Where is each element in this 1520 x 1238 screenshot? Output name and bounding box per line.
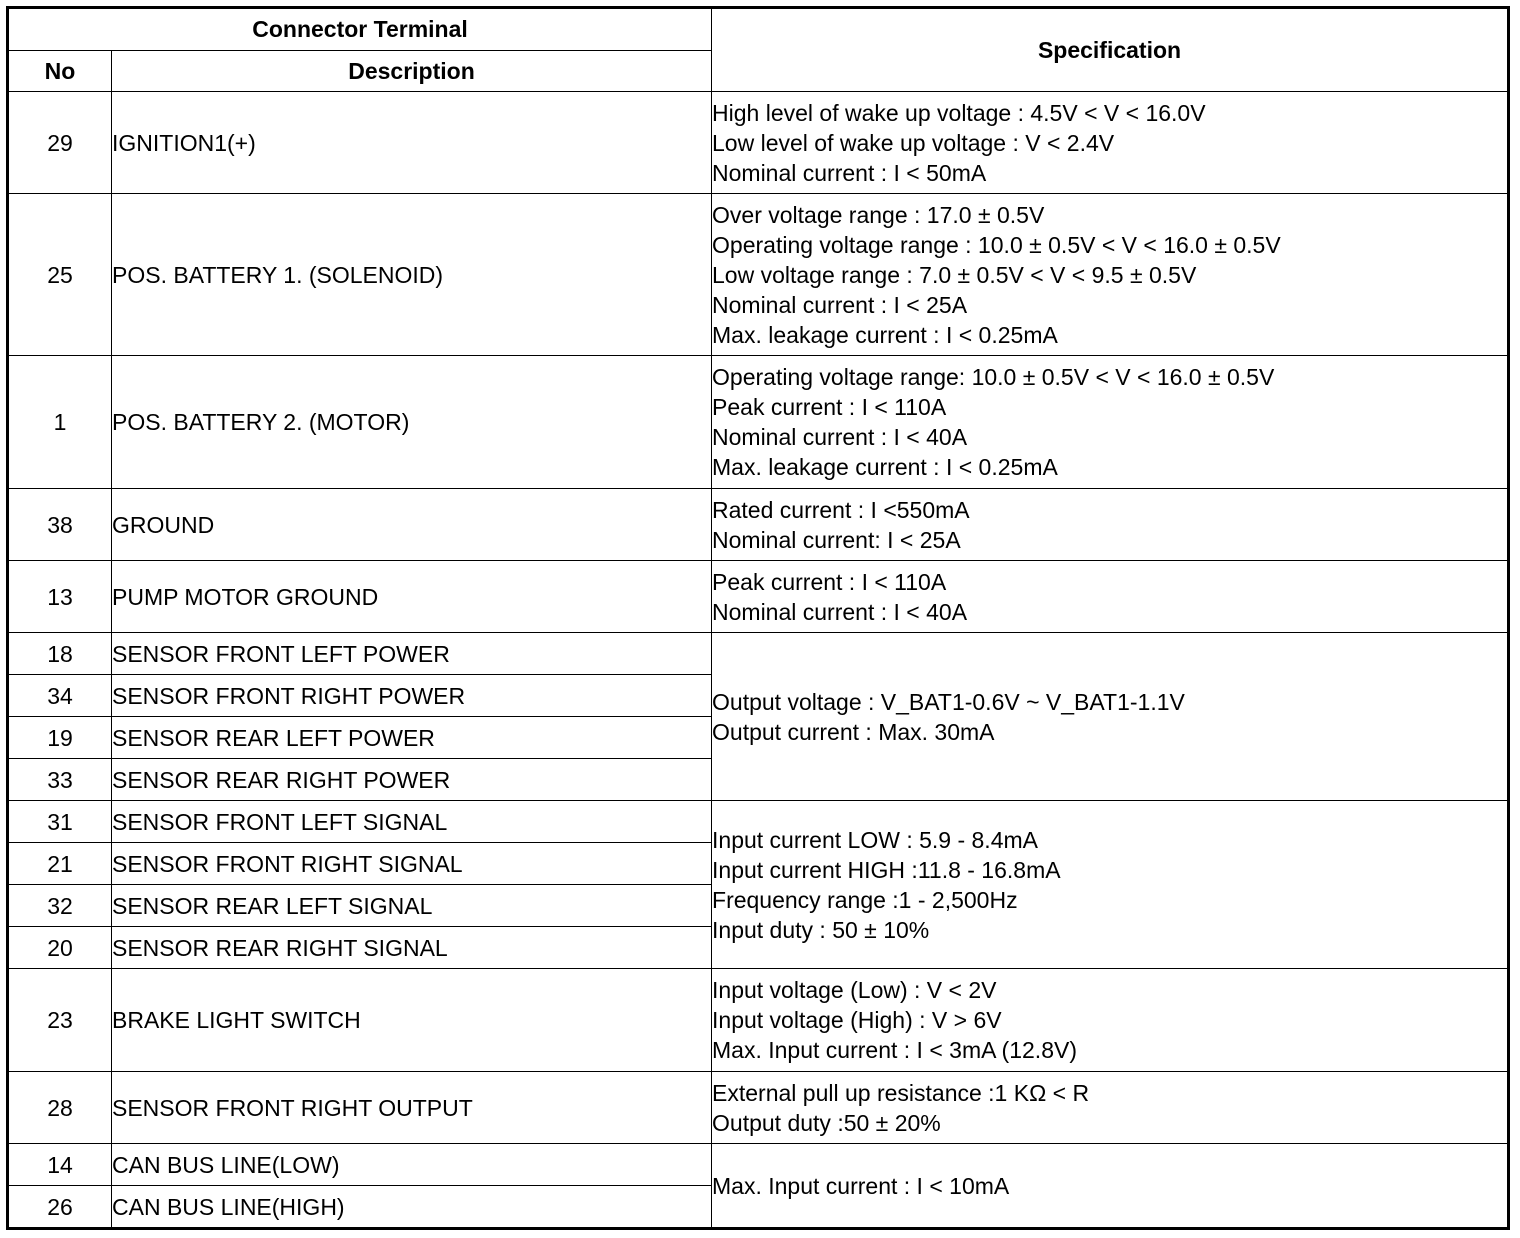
terminal-description: SENSOR FRONT LEFT POWER bbox=[112, 633, 712, 675]
spec-line: Input current LOW : 5.9 - 8.4mA bbox=[712, 826, 1038, 853]
terminal-no: 32 bbox=[8, 885, 112, 927]
table-row bbox=[8, 92, 1509, 194]
terminal-description: POS. BATTERY 1. (SOLENOID) bbox=[112, 194, 712, 356]
spec-line: Output current : Max. 30mA bbox=[712, 718, 995, 745]
spec-line: Max. Input current : I < 3mA (12.8V) bbox=[712, 1037, 1077, 1063]
terminal-description: CAN BUS LINE(HIGH) bbox=[112, 1186, 712, 1229]
spec-line: Input duty : 50 ± 10% bbox=[712, 916, 930, 943]
spec-line: Low level of wake up voltage : V < 2.4V bbox=[712, 129, 1115, 156]
spec-line: Over voltage range : 17.0 ± 0.5V bbox=[712, 201, 1045, 228]
table-row bbox=[8, 561, 1509, 633]
terminal-description: POS. BATTERY 2. (MOTOR) bbox=[112, 356, 712, 489]
spec-line: External pull up resistance :1 KΩ < R bbox=[712, 1079, 1090, 1106]
spec-line: Input voltage (High) : V > 6V bbox=[712, 1007, 1002, 1033]
spec-line: Frequency range :1 - 2,500Hz bbox=[712, 886, 1018, 913]
terminal-no: 38 bbox=[8, 489, 112, 561]
terminal-description: CAN BUS LINE(LOW) bbox=[112, 1144, 712, 1186]
specification-cell bbox=[712, 1072, 1509, 1144]
terminal-no: 34 bbox=[8, 675, 112, 717]
spec-line: High level of wake up voltage : 4.5V < V < 16.0V bbox=[712, 99, 1206, 126]
table-row bbox=[8, 801, 1509, 843]
description-header: Description bbox=[112, 50, 712, 92]
terminal-no: 33 bbox=[8, 759, 112, 801]
spec-line: Output duty :50 ± 20% bbox=[712, 1109, 941, 1136]
spec-line: Nominal current : I < 50mA bbox=[712, 159, 987, 186]
terminal-description: SENSOR REAR LEFT POWER bbox=[112, 717, 712, 759]
terminal-description: BRAKE LIGHT SWITCH bbox=[112, 969, 712, 1072]
specification-cell bbox=[712, 633, 1509, 801]
terminal-no: 14 bbox=[8, 1144, 112, 1186]
specification-cell bbox=[712, 561, 1509, 633]
terminal-no: 26 bbox=[8, 1186, 112, 1229]
spec-line: Max. leakage current : I < 0.25mA bbox=[712, 321, 1058, 348]
specification-header: Specification bbox=[712, 8, 1509, 92]
terminal-description: SENSOR REAR RIGHT SIGNAL bbox=[112, 927, 712, 969]
terminal-description: GROUND bbox=[112, 489, 712, 561]
spec-line: Low voltage range : 7.0 ± 0.5V < V < 9.5 ± 0.5V bbox=[712, 261, 1197, 288]
spec-line: Output voltage : V_BAT1-0.6V ~ V_BAT1-1.1V bbox=[712, 688, 1185, 715]
terminal-no: 1 bbox=[8, 356, 112, 489]
terminal-no: 31 bbox=[8, 801, 112, 843]
table-row bbox=[8, 1144, 1509, 1186]
terminal-description: SENSOR FRONT LEFT SIGNAL bbox=[112, 801, 712, 843]
spec-line: Input current HIGH :11.8 - 16.8mA bbox=[712, 856, 1061, 883]
spec-line: Nominal current: I < 25A bbox=[712, 526, 961, 553]
terminal-description: SENSOR REAR LEFT SIGNAL bbox=[112, 885, 712, 927]
spec-line: Input voltage (Low) : V < 2V bbox=[712, 977, 997, 1003]
terminal-description: PUMP MOTOR GROUND bbox=[112, 561, 712, 633]
table-row bbox=[8, 489, 1509, 561]
table-row bbox=[8, 633, 1509, 675]
specification-cell bbox=[712, 969, 1509, 1072]
terminal-no: 28 bbox=[8, 1072, 112, 1144]
specification-cell bbox=[712, 489, 1509, 561]
terminal-no: 21 bbox=[8, 843, 112, 885]
no-header: No bbox=[8, 50, 112, 92]
table-row bbox=[8, 969, 1509, 1072]
terminal-description: SENSOR FRONT RIGHT POWER bbox=[112, 675, 712, 717]
specification-cell bbox=[712, 356, 1509, 489]
terminal-description: SENSOR FRONT RIGHT SIGNAL bbox=[112, 843, 712, 885]
spec-line: Rated current : I <550mA bbox=[712, 496, 970, 523]
terminal-description: SENSOR REAR RIGHT POWER bbox=[112, 759, 712, 801]
terminal-no: 19 bbox=[8, 717, 112, 759]
table-row bbox=[8, 194, 1509, 356]
spec-line: Peak current : I < 110A bbox=[712, 568, 947, 595]
spec-line: Nominal current : I < 40A bbox=[712, 598, 968, 625]
specification-cell bbox=[712, 92, 1509, 194]
spec-line: Max. Input current : I < 10mA bbox=[712, 1172, 1010, 1199]
terminal-description: SENSOR FRONT RIGHT OUTPUT bbox=[112, 1072, 712, 1144]
specification-cell bbox=[712, 194, 1509, 356]
connector-terminal-header: Connector Terminal bbox=[8, 8, 712, 51]
terminal-no: 25 bbox=[8, 194, 112, 356]
spec-line: Nominal current : I < 40A bbox=[712, 424, 968, 450]
spec-line: Peak current : I < 110A bbox=[712, 394, 947, 420]
terminal-no: 29 bbox=[8, 92, 112, 194]
spec-line: Operating voltage range : 10.0 ± 0.5V < V < 16.0 ± 0.5V bbox=[712, 231, 1281, 258]
terminal-no: 18 bbox=[8, 633, 112, 675]
connector-terminal-table bbox=[6, 6, 1510, 1230]
spec-line: Max. leakage current : I < 0.25mA bbox=[712, 454, 1058, 480]
spec-line: Nominal current : I < 25A bbox=[712, 291, 968, 318]
specification-cell bbox=[712, 801, 1509, 969]
terminal-no: 23 bbox=[8, 969, 112, 1072]
table-row bbox=[8, 356, 1509, 489]
terminal-no: 20 bbox=[8, 927, 112, 969]
spec-line: Operating voltage range: 10.0 ± 0.5V < V < 16.0 ± 0.5V bbox=[712, 364, 1275, 390]
terminal-description: IGNITION1(+) bbox=[112, 92, 712, 194]
table-row bbox=[8, 1072, 1509, 1144]
terminal-no: 13 bbox=[8, 561, 112, 633]
specification-cell bbox=[712, 1144, 1509, 1229]
